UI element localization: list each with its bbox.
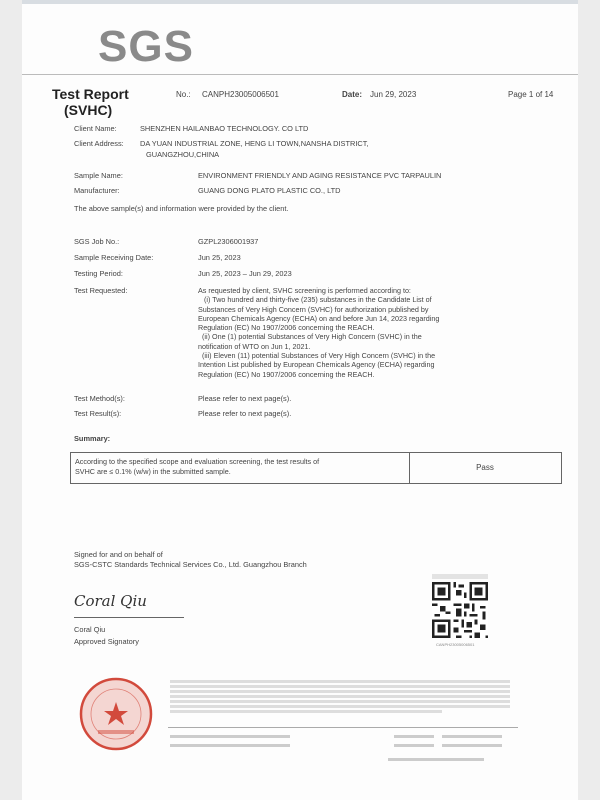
receiving-date-label: Sample Receiving Date: xyxy=(74,253,154,262)
req-line: European Chemicals Agency (ECHA) on and before Jun 14, 2023 regarding xyxy=(198,313,440,323)
client-address-line2: GUANGZHOU,CHINA xyxy=(146,150,220,159)
terms-fine-print xyxy=(170,678,510,715)
req-line: Regulation (EC) No 1907/2006 concerning the REACH. xyxy=(198,369,375,379)
req-line: Intention List published by European Chemicals Agency (ECHA) regarding xyxy=(198,360,435,370)
qr-header-strip xyxy=(432,574,488,579)
page-number: Page 1 of 14 xyxy=(508,90,554,99)
req-line: Regulation (EC) No 1907/2006 concerning the REACH. xyxy=(198,323,375,333)
testing-period-value: Jun 25, 2023 – Jun 29, 2023 xyxy=(198,269,292,278)
footer-web-line xyxy=(442,744,502,747)
summary-table xyxy=(70,452,562,484)
handwritten-signature: Coral Qiu xyxy=(74,592,147,610)
manufacturer-value: GUANG DONG PLATO PLASTIC CO., LTD xyxy=(198,186,341,195)
test-method-value: Please refer to next page(s). xyxy=(198,394,292,403)
footer-member-line xyxy=(388,758,484,761)
job-no-value: GZPL2306001937 xyxy=(198,237,259,246)
signed-on-behalf: Signed for and on behalf of xyxy=(74,550,163,559)
footer-phone-line xyxy=(394,744,434,747)
footer-address-line xyxy=(170,735,290,738)
top-border xyxy=(22,0,578,4)
sgs-logo: SGS xyxy=(98,22,194,71)
qr-caption: CANPH23005006501 xyxy=(436,642,475,647)
report-page xyxy=(22,0,578,800)
summary-label: Summary: xyxy=(74,434,111,443)
test-requested-text xyxy=(198,286,538,379)
summary-text xyxy=(75,457,405,477)
signatory-role: Approved Signatory xyxy=(74,637,139,646)
report-date-value: Jun 29, 2023 xyxy=(370,90,417,99)
sample-name-label: Sample Name: xyxy=(74,171,123,180)
report-date-label: Date: xyxy=(342,90,363,99)
summary-text-line2: SVHC are ≤ 0.1% (w/w) in the submitted sample. xyxy=(75,467,231,476)
summary-result: Pass xyxy=(476,463,494,472)
test-result-label: Test Result(s): xyxy=(74,409,122,418)
signatory-name: Coral Qiu xyxy=(74,625,106,634)
client-address-label: Client Address: xyxy=(74,139,124,148)
report-title-line2: (SVHC) xyxy=(64,102,113,118)
summary-text-line1: According to the specified scope and evaluation screening, the test results of xyxy=(75,457,320,466)
report-no-value: CANPH23005006501 xyxy=(202,90,279,99)
sample-note: The above sample(s) and information were provided by the client. xyxy=(74,204,289,213)
test-method-label: Test Method(s): xyxy=(74,394,125,403)
company-seal-icon xyxy=(78,676,154,752)
report-no-label: No.: xyxy=(176,90,191,99)
client-address-line1: DA YUAN INDUSTRIAL ZONE, HENG LI TOWN,NANSHA DISTRICT, xyxy=(140,139,369,148)
header-divider xyxy=(22,74,578,75)
report-title-line1: Test Report xyxy=(52,86,129,102)
req-line: notification of WTO on Jun 1, 2021. xyxy=(198,341,311,351)
receiving-date-value: Jun 25, 2023 xyxy=(198,253,241,262)
req-line: Substances of Very High Concern (SVHC) for authorization published by xyxy=(198,304,429,314)
footer-address-line xyxy=(170,744,290,747)
report-title xyxy=(52,86,129,118)
signing-company: SGS-CSTC Standards Technical Services Co., Ltd. Guangzhou Branch xyxy=(74,560,307,569)
test-result-value: Please refer to next page(s). xyxy=(198,409,292,418)
manufacturer-label: Manufacturer: xyxy=(74,186,120,195)
req-line: (iii) Eleven (11) potential Substances of Very High Concern (SVHC) in the xyxy=(202,351,436,361)
footer-divider xyxy=(168,727,518,728)
client-name-label: Client Name: xyxy=(74,124,117,133)
req-line: (i) Two hundred and thirty-five (235) substances in the Candidate List of xyxy=(204,295,432,305)
footer-web-line xyxy=(442,735,502,738)
req-line: As requested by client, SVHC screening is performed according to: xyxy=(198,286,411,295)
client-name-value: SHENZHEN HAILANBAO TECHNOLOGY. CO LTD xyxy=(140,124,309,133)
qr-code-icon[interactable] xyxy=(432,582,488,638)
req-line: (ii) One (1) potential Substances of Very High Concern (SVHC) in the xyxy=(202,332,422,342)
sample-name-value: ENVIRONMENT FRIENDLY AND AGING RESISTANCE PVC TARPAULIN xyxy=(198,171,442,180)
signature-line xyxy=(74,617,184,618)
footer-phone-line xyxy=(394,735,434,738)
test-requested-label: Test Requested: xyxy=(74,286,128,295)
job-no-label: SGS Job No.: xyxy=(74,237,120,246)
testing-period-label: Testing Period: xyxy=(74,269,123,278)
